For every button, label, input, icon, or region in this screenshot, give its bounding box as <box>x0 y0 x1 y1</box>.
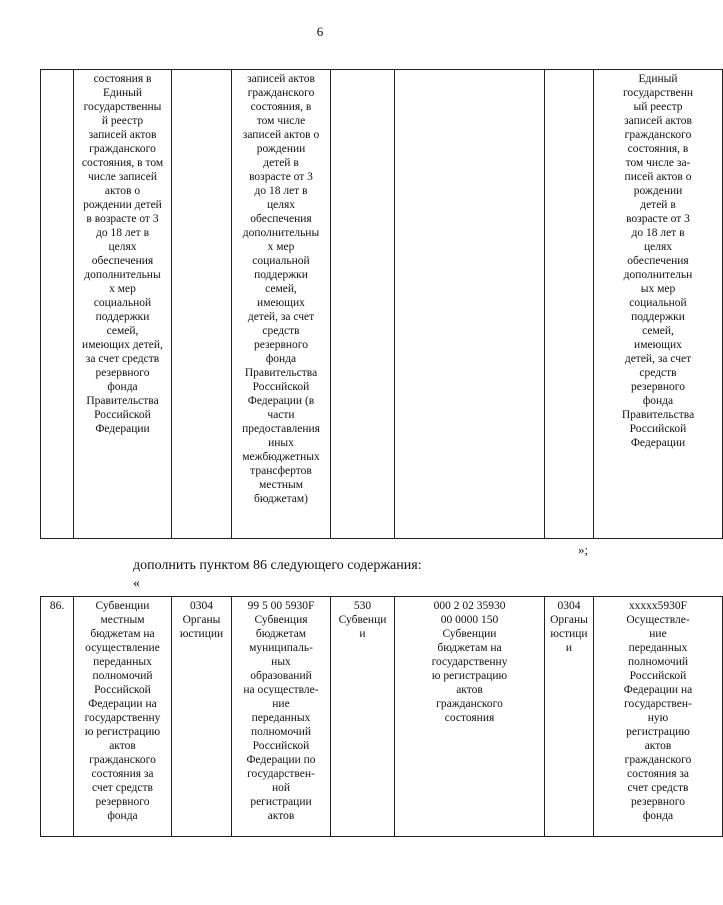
item-86-number: 86. <box>41 597 74 837</box>
top-table-continuation <box>40 69 723 539</box>
opening-quote-mark: « <box>133 576 140 591</box>
item-86-name: Субвенции местным бюджетам на осуществление переданных полномочий Российской Федерации на государственну ю регистрацию актов гражданского состояния за счет средств резервного фонда <box>74 597 172 837</box>
top-table-cell-chapter-code <box>172 70 232 539</box>
page-number: 6 <box>316 24 324 39</box>
top-table-cell-name: состояния в Единый государственны й реестр записей актов гражданского состояния, в том числе записей актов о рождении детей в возрасте от 3 до 18 лет в целях обеспечения дополнительны х мер социальной поддержки семей, имеющих детей, за счет средств резервного фонда Правительства Российской Федерации <box>74 70 172 539</box>
item-86-local-code: xxxxx5930F Осуществле- ние переданных полномочий Российской Федерации на государствен- ную регистрацию актов гражданского состояния за счет средств резервного фонда <box>594 597 723 837</box>
item-86-chapter-code-2: 0304 Органы юстици и <box>545 597 594 837</box>
top-table-cell-target-article: записей актов гражданского состояния, в том числе записей актов о рождении детей в возрасте от 3 до 18 лет в целях обеспечения дополнительны х мер социальной поддержки семей, имеющих детей, за счет средств резервного фонда Правительства Российской Федерации (в части предоставления иных межбюджетных трансфертов местным бюджетам) <box>232 70 331 539</box>
top-table-cell-local-code: Единый государственн ый реестр записей актов гражданского состояния, в том числе за- писей актов о рождении детей в возрасте от 3 до 18 лет в целях обеспечения дополнительн ых мер социальной поддержки семей, имеющих детей, за счет средств резервного фонда Правительства Российской Федерации <box>594 70 723 539</box>
item-86-revenue-code: 000 2 02 35930 00 0000 150 Субвенции бюджетам на государственну ю регистрацию актов гражданского состояния <box>395 597 545 837</box>
top-table-cell-number <box>41 70 74 539</box>
item-86-target-article: 99 5 00 5930F Субвенция бюджетам муниципаль- ных образований на осуществле- ние переданных полномочий Российской Федерации по государствен- ной регистрации актов <box>232 597 331 837</box>
item-86-table <box>40 596 723 837</box>
top-table-cell-expense-type <box>331 70 395 539</box>
top-table-cell-chapter-code-2 <box>545 70 594 539</box>
top-table-cell-revenue-code <box>395 70 545 539</box>
item-86-expense-type: 530 Субвенци и <box>331 597 395 837</box>
supplement-instruction: дополнить пунктом 86 следующего содержания: <box>133 558 422 573</box>
item-86-chapter-code: 0304 Органы юстиции <box>172 597 232 837</box>
closing-quote-mark: »; <box>578 542 589 557</box>
